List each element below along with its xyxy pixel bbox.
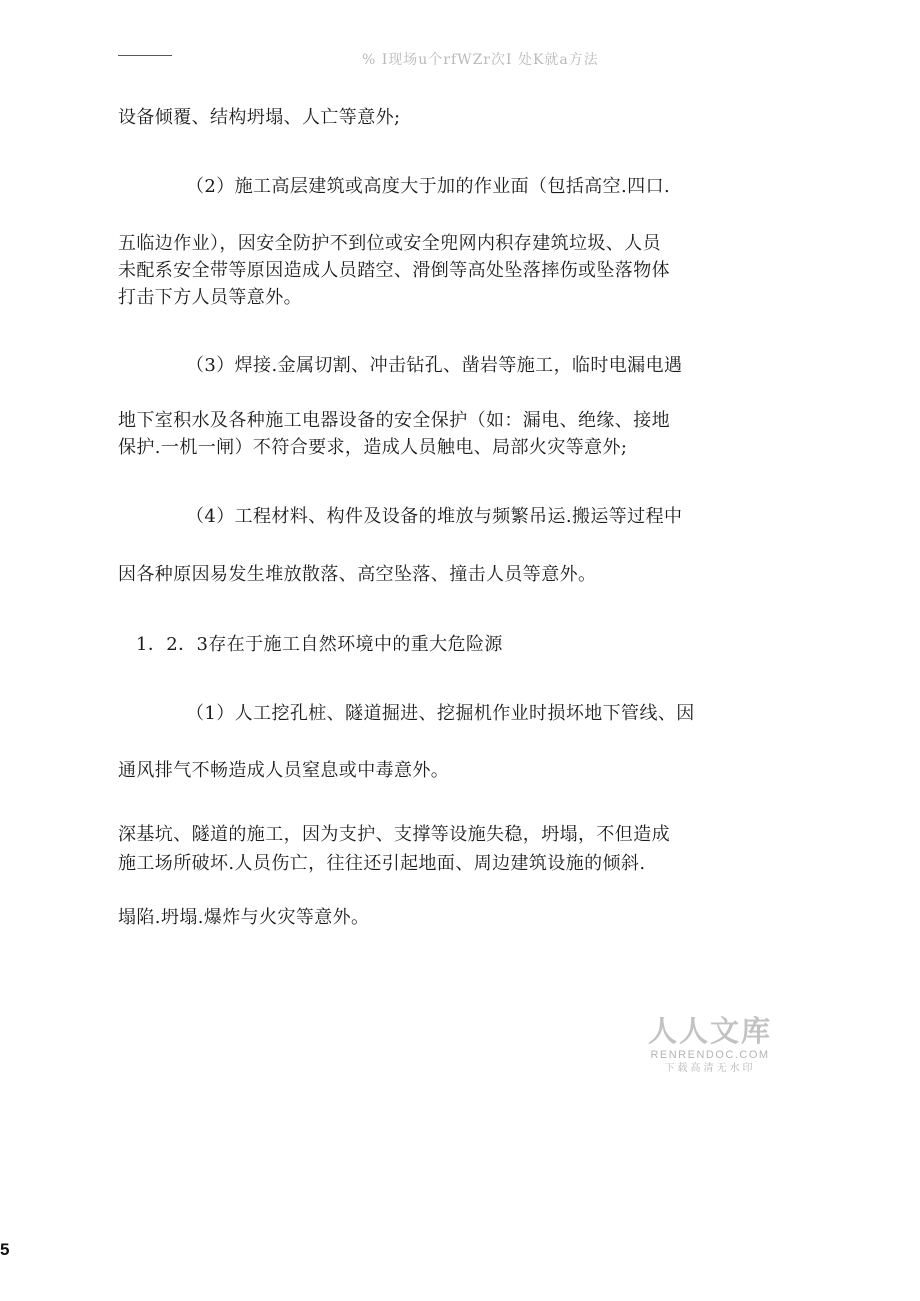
body-line: 通风排气不畅造成人员窒息或中毒意外。 [118,760,450,781]
body-line: 塌陷.坍塌.爆炸与火灾等意外。 [118,907,370,928]
body-line: 五临边作业），因安全防护不到位或安全兜网内积存建筑垃圾、人员 [118,233,661,254]
body-line: 设备倾覆、结构坍塌、人亡等意外; [118,107,401,128]
watermark-tagline: 下载高清无水印 [664,1063,756,1074]
header-rule [118,55,172,56]
list-item-4: （4）工程材料、构件及设备的堆放与频繁吊运.搬运等过程中 [186,506,683,527]
body-line: 未配系安全带等原因造成人员踏空、滑倒等高处坠落摔伤或坠落物体 [118,260,670,281]
watermark-logo [630,1014,790,1076]
watermark-title: 人人文库 [647,1014,772,1048]
body-line: 地下室积水及各种施工电器设备的安全保护（如：漏电、绝缘、接地 [118,410,670,431]
section-heading: 1．2．3存在于施工自然环境中的重大危险源 [136,634,503,655]
body-line: 施工场所破坏.人员伤亡，往往还引起地面、周边建筑设施的倾斜. [118,853,646,874]
page-number: 5 [0,1240,10,1259]
list-item-3: （3）焊接.金属切割、冲击钻孔、凿岩等施工，临时电漏电遇 [186,355,683,376]
body-line: 打击下方人员等意外。 [118,287,302,308]
list-item-2: （2）施工高层建筑或高度大于加的作业面（包括高空.四口. [186,176,671,197]
body-line: 因各种原因易发生堆放散落、高空坠落、撞击人员等意外。 [118,564,597,585]
body-line: 深基坑、隧道的施工，因为支护、支撑等设施失稳，坍塌，不但造成 [118,824,670,845]
body-line: 保护.一机一闸）不符合要求，造成人员触电、局部火灾等意外; [118,437,628,458]
watermark-domain: RENRENDOC.COM [650,1049,770,1061]
list-item-1: （1）人工挖孔桩、隧道掘进、挖掘机作业时损坏地下管线、因 [186,703,695,724]
running-header: % I现场u个rfWZr次I 处K就a方法 [362,52,599,68]
